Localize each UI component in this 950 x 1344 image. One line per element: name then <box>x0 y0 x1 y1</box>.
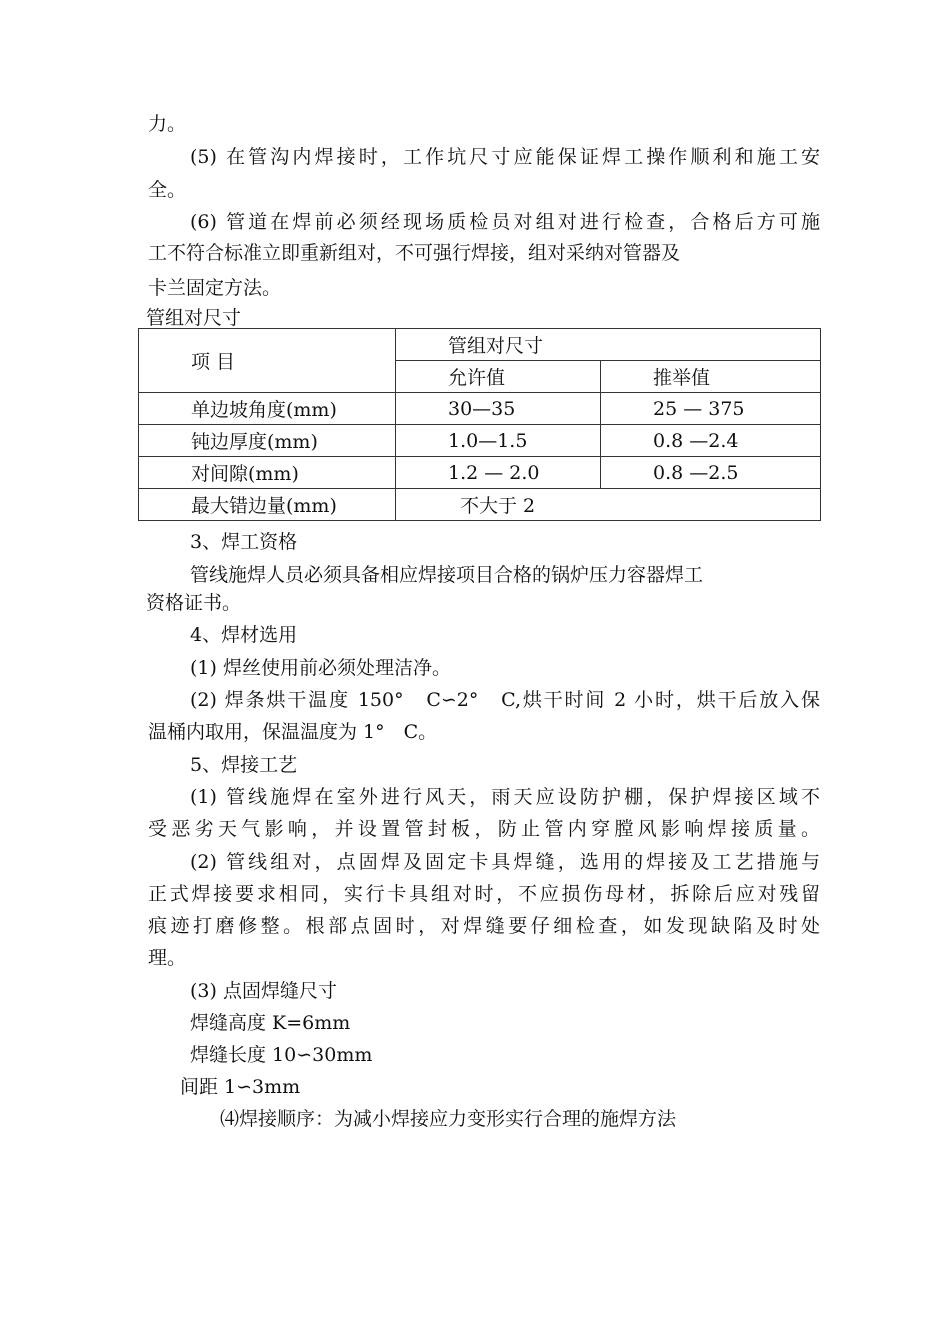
paragraph-line: 理。 <box>148 947 187 969</box>
header-item: 项 目 <box>139 329 396 393</box>
row-allowed: 30—35 <box>396 393 601 425</box>
table-caption: 管组对尺寸 <box>146 307 242 329</box>
joint-dimension-table <box>138 328 821 521</box>
paragraph-line: 力。 <box>148 113 187 135</box>
row-item: 对间隙(mm) <box>139 457 396 489</box>
table-row <box>139 457 821 489</box>
header-allowed: 允许值 <box>396 361 601 393</box>
paragraph-line: (1) 管线施焊在室外进行风天，雨天应设防护棚，保护焊接区域不 <box>190 786 820 808</box>
paragraph-line: (3) 点固焊缝尺寸 <box>190 980 337 1002</box>
paragraph-line: (1) 焊丝使用前必须处理洁净。 <box>190 657 451 679</box>
section-heading: 3、焊工资格 <box>190 531 298 553</box>
paragraph-line: 痕迹打磨修整。根部点固时，对焊缝要仔细检查，如发现缺陷及时处 <box>148 915 820 937</box>
row-item: 钝边厚度(mm) <box>139 425 396 457</box>
paragraph-line: 管线施焊人员必须具备相应焊接项目合格的锅炉压力容器焊工 <box>190 564 704 586</box>
section-heading: 4、焊材选用 <box>190 624 298 646</box>
table-row <box>139 425 821 457</box>
section-heading: 5、焊接工艺 <box>190 754 298 776</box>
paragraph-line: 卡兰固定方法。 <box>148 277 282 299</box>
paragraph-line: (5) 在管沟内焊接时，工作坑尺寸应能保证焊工操作顺利和施工安 <box>190 146 820 168</box>
table-row <box>139 489 821 521</box>
row-value: 不大于 2 <box>396 489 821 521</box>
paragraph-line: 全。 <box>148 179 187 201</box>
paragraph-line: (2) 焊条烘干温度 150° C∽2° C,烘干时间 2 小时，烘干后放入保 <box>190 689 820 711</box>
header-group: 管组对尺寸 <box>396 329 821 361</box>
paragraph-line: ⑷焊接顺序：为减小焊接应力变形实行合理的施焊方法 <box>220 1108 677 1130</box>
paragraph-line: 工不符合标准立即重新组对，不可强行焊接，组对采纳对管器及 <box>148 242 681 264</box>
header-recommended: 推举值 <box>601 361 821 393</box>
table-row <box>139 393 821 425</box>
row-recommended: 25 — 375 <box>601 393 821 425</box>
paragraph-line: 资格证书。 <box>146 592 242 614</box>
row-item: 最大错边量(mm) <box>139 489 396 521</box>
row-item: 单边坡角度(mm) <box>139 393 396 425</box>
table-row <box>139 329 821 361</box>
paragraph-line: (6) 管道在焊前必须经现场质检员对组对进行检查，合格后方可施 <box>190 211 820 233</box>
paragraph-line: (2) 管线组对，点固焊及固定卡具焊缝，选用的焊接及工艺措施与 <box>190 851 820 873</box>
paragraph-line: 温桶内取用，保温温度为 1° C。 <box>148 721 438 743</box>
paragraph-line: 焊缝高度 K=6mm <box>190 1012 351 1034</box>
paragraph-line: 受恶劣天气影响，并设置管封板，防止管内穿膛风影响焊接质量。 <box>148 818 820 840</box>
row-recommended: 0.8 —2.4 <box>601 425 821 457</box>
paragraph-line: 焊缝长度 10∽30mm <box>190 1044 373 1066</box>
row-allowed: 1.2 — 2.0 <box>396 457 601 489</box>
paragraph-line: 间距 1∽3mm <box>180 1076 301 1098</box>
row-recommended: 0.8 —2.5 <box>601 457 821 489</box>
paragraph-line: 正式焊接要求相同，实行卡具组对时，不应损伤母材，拆除后应对残留 <box>148 883 820 905</box>
row-allowed: 1.0—1.5 <box>396 425 601 457</box>
